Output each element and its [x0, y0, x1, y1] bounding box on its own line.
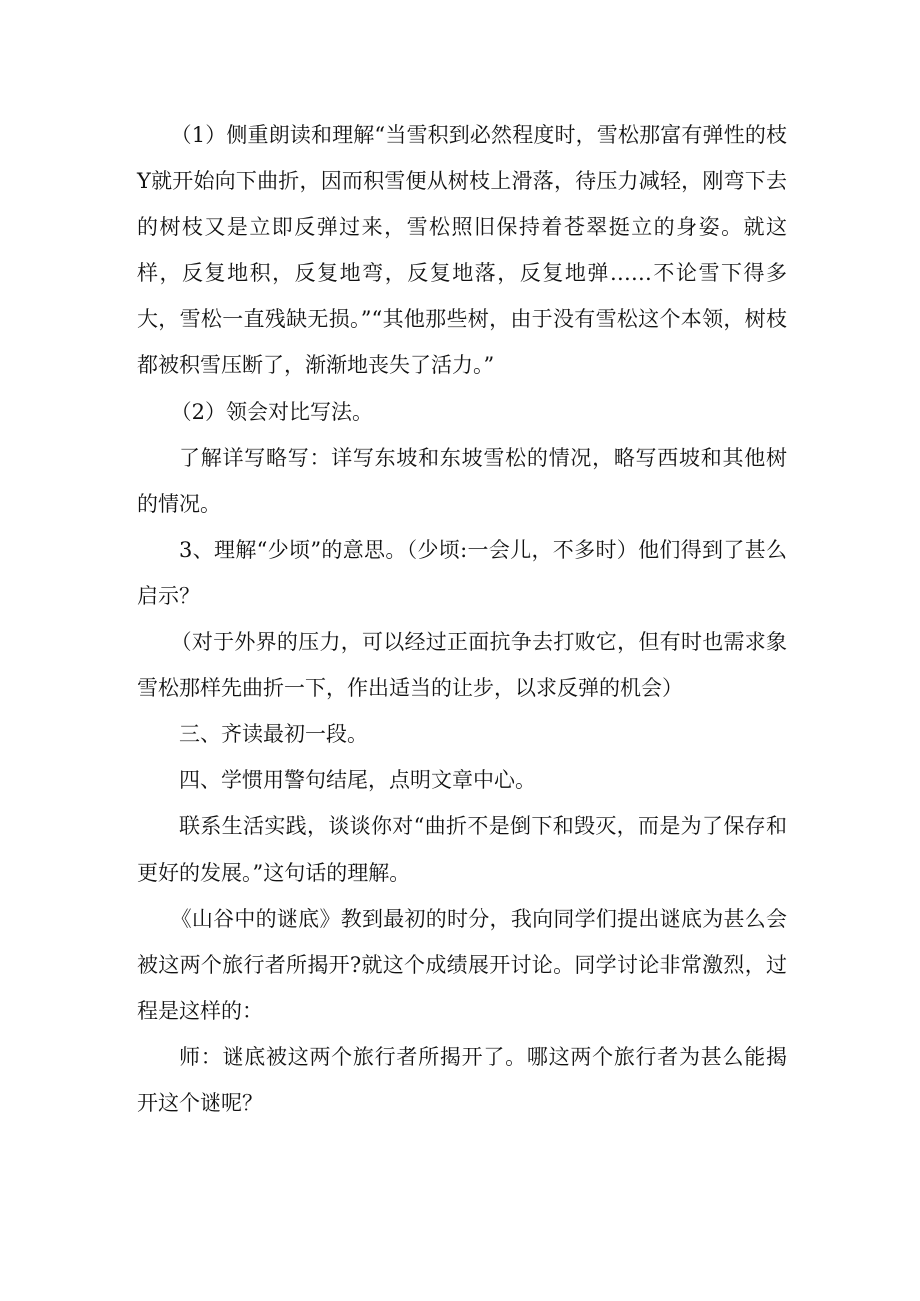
paragraph-read-last-section: 三、齐读最初一段。	[179, 722, 368, 747]
paragraph-reading-focus: （1）侧重朗读和理解“当雪积到必然程度时，雪松那富有弹性的枝Y就开始向下曲折，因而积雪便从树枝上滑落，待压力减轻，刚弯下去的树枝又是立即反弹过来，雪松照旧保持着苍翠挺立的身姿。就这样，反复地积，反复地弯，反复地落，反复地弹……不论雪下得多大，雪松一直残缺无损。”“其他那些树，由于没有雪松这个本领，树枝都被积雪压断了，渐渐地丧失了活力。”	[137, 123, 787, 378]
paragraph-contrast-writing: （2）领会对比写法。	[170, 399, 373, 424]
paragraph-shaoqing-meaning: 3、理解“少顷”的意思。（少顷:一会儿，不多时）他们得到了甚么启示？	[137, 537, 787, 608]
paragraph-life-practice: 联系生活实践，谈谈你对“曲折不是倒下和毁灭，而是为了保存和更好的发展。”这句话的理解。	[137, 814, 787, 885]
document-body	[137, 112, 787, 1126]
paragraph-warning-sentence-ending: 四、学惯用警句结尾，点明文章中心。	[179, 768, 536, 793]
paragraph-valley-riddle: 《山谷中的谜底》教到最初的时分，我向同学们提出谜底为甚么会被这两个旅行者所揭开?就这个成绩展开讨论。同学讨论非常激烈，过程是这样的：	[137, 906, 787, 1023]
paragraph-teacher-question: 师：谜底被这两个旅行者所揭开了。哪这两个旅行者为甚么能揭开这个谜呢？	[137, 1044, 787, 1115]
paragraph-pressure-answer: （对于外界的压力，可以经过正面抗争去打败它，但有时也需求象雪松那样先曲折一下，作出适当的让步，以求反弹的机会）	[137, 630, 787, 701]
paragraph-detail-brief: 了解详写略写：详写东坡和东坡雪松的情况，略写西坡和其他树的情况。	[137, 445, 787, 516]
